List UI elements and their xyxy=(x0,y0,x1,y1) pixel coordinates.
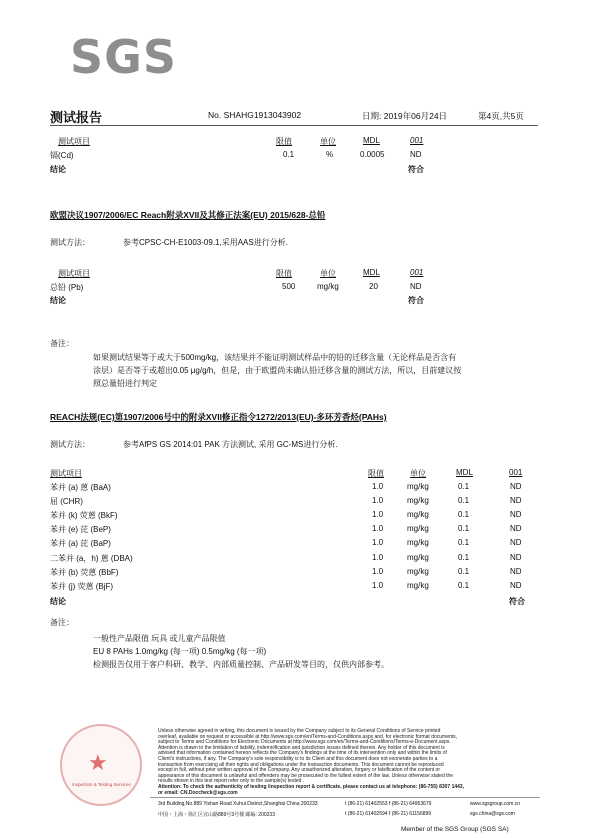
pah-limit: 1.0 xyxy=(372,496,384,506)
phone-en: t (86-21) 61402553 f (86-21) 64953679 xyxy=(345,801,432,807)
disclaimer-line: Client's instructions, if any. The Company's sole responsibility is to its Client and this document does not exonerate parties to a xyxy=(158,755,438,762)
report-date: 日期: 2019年06月24日 xyxy=(362,111,448,121)
pah-limit: 1.0 xyxy=(372,580,384,590)
disclaimer-line: Attention: To check the authenticity of testing /inspection report & certificate, please contact us at telephone: (86-755) 8307 1443, xyxy=(158,783,465,790)
section3-method-text: 参考AfPS GS 2014:01 PAK 方法测试, 采用 GC-MS进行分析. xyxy=(123,440,338,449)
table1-conclusion-value: 符合 xyxy=(408,165,424,174)
section2-row-unit: mg/kg xyxy=(317,282,339,291)
pah-item: 苯并 (a) 蒽 (BaA) xyxy=(50,483,111,492)
pah-item: 苯并 (e) 芘 (BeP) xyxy=(50,525,111,535)
section3-header-item: 测试项目 xyxy=(50,469,82,478)
report-number: No. SHAHG1913043902 xyxy=(208,110,302,120)
section3-remark-text xyxy=(93,632,389,671)
table1-row-limit: 0.1 xyxy=(283,150,295,159)
phone-cn: t (86-21) 61402594 f (86-21) 61156899 xyxy=(345,811,432,817)
pah-mdl: 0.1 xyxy=(458,566,470,576)
section3-remark-label: 备注： xyxy=(50,618,74,627)
pah-item: 苯并 (j) 荧蒽 (BjF) xyxy=(50,581,114,591)
section2-row-result: ND xyxy=(410,282,422,291)
section2-header-mdl: MDL xyxy=(363,268,380,277)
pah-item: 苯并 (k) 荧蒽 (BkF) xyxy=(50,511,118,521)
pah-result: ND xyxy=(510,524,522,534)
disclaimer-line: or email: CN.Doccheck@sgs.com xyxy=(158,789,238,796)
report-title: 测试报告 xyxy=(50,110,103,125)
disclaimer-line: results shown in this test report refer only to the sample(s) tested . xyxy=(158,778,305,785)
pah-limit: 1.0 xyxy=(372,524,384,534)
section2-row-mdl: 20 xyxy=(369,282,378,291)
section2-remark-label: 备注： xyxy=(50,339,74,348)
section3-title: REACH法规(EC)第1907/2006号中的附录XVII修正指令1272/2013(EU)-多环芳香烃(PAHs) xyxy=(50,412,387,422)
seal-star-icon: ★ xyxy=(88,750,108,775)
disclaimer-line: transaction from exercising all their rights and obligations under the transaction documents. This document cannot be reproduced xyxy=(158,761,444,768)
section3-header-sample: 001 xyxy=(509,468,523,477)
sgs-logo xyxy=(70,28,178,86)
pah-result: ND xyxy=(510,552,522,562)
table1-conclusion-label: 结论 xyxy=(50,165,66,174)
disclaimer-line: except in full, without prior written approval of the Company. Any unauthorized alteration, forgery or falsification of the content or xyxy=(158,767,441,774)
table1-header-limit: 限值 xyxy=(276,137,292,146)
address-en: 3rd Building,No.889 Yishan Road Xuhui District,Shanghai China 200233 xyxy=(158,801,318,807)
pah-limit: 1.0 xyxy=(372,510,384,520)
pah-limit: 1.0 xyxy=(372,552,384,562)
pah-unit: mg/kg xyxy=(407,538,429,548)
pah-mdl: 0.1 xyxy=(458,482,470,491)
pah-mdl: 0.1 xyxy=(458,510,470,520)
section2-title: 欧盟决议1907/2006/EC Reach附录XVII及其修正法案(EU) 2015/628-总铅 xyxy=(50,210,326,220)
table1-row-unit: % xyxy=(326,150,334,159)
disclaimer-line: subject to Terms and Conditions for Electronic Documents at http://www.sgs.com/en/Terms-and-Conditions/Terms-e-Document.aspx. xyxy=(158,739,451,746)
disclaimer-line: Unless otherwise agreed in writing, this document is issued by the Company subject to its General Conditions of Service printed xyxy=(158,728,441,734)
pah-result: ND xyxy=(510,482,522,491)
section3-conclusion-value: 符合 xyxy=(509,597,525,606)
disclaimer-line: Attention is drawn to the limitation of liability, indemnification and jurisdiction issues defined therein. Any holder of this document is xyxy=(158,744,445,751)
pah-result: ND xyxy=(510,538,522,548)
sgs-group-membership: Member of the SGS Group (SGS SA) xyxy=(401,826,509,833)
pah-item: 苯并 (a) 芘 (BaP) xyxy=(50,539,111,549)
pah-limit: 1.0 xyxy=(372,482,384,491)
section3-header-limit: 限值 xyxy=(368,469,384,478)
pah-unit: mg/kg xyxy=(407,510,429,520)
pah-mdl: 0.1 xyxy=(458,552,470,562)
website[interactable]: www.sgsgroup.com.cn xyxy=(470,801,521,807)
table1-header-sample: 001 xyxy=(410,136,424,145)
pah-unit: mg/kg xyxy=(407,580,429,590)
pah-result: ND xyxy=(510,510,522,520)
section3-remark-line: 检测报告仅用于客户科研、教学、内部质量控制、产品研发等目的，仅供内部参考。 xyxy=(93,660,389,669)
disclaimer-line: advised that information contained hereon reflects the Company's findings at the time of its intervention only and within the limits of xyxy=(158,750,447,757)
section2-row-item: 总铅 (Pb) xyxy=(50,283,84,292)
pah-unit: mg/kg xyxy=(407,482,429,491)
pah-mdl: 0.1 xyxy=(458,538,470,548)
disclaimer-line: appearance of this document is unlawful and offenders may be prosecuted to the fullest extent of the law. Unless otherwise stated the xyxy=(158,772,454,779)
section2-conclusion-value: 符合 xyxy=(408,296,424,305)
section2-method-label: 测试方法： xyxy=(50,238,90,247)
table1-header-unit: 单位 xyxy=(320,137,336,146)
section3-conclusion-label: 结论 xyxy=(50,597,66,606)
pah-item: 苯并 (b) 荧蒽 (BbF) xyxy=(50,567,119,577)
table1-row-mdl: 0.0005 xyxy=(360,150,385,159)
pah-result: ND xyxy=(510,496,522,506)
section3-header-mdl: MDL xyxy=(456,468,473,477)
section2-header-limit: 限值 xyxy=(276,269,292,278)
section2-remark-line: 照总量铅进行判定 xyxy=(93,379,157,388)
section2-method-text: 参考CPSC-CH-E1003-09.1,采用AAS进行分析. xyxy=(123,238,288,247)
section3-remark-line: 一般性产品限值 玩具 或儿童产品限值 xyxy=(93,634,226,643)
footer-disclaimer xyxy=(158,729,538,796)
section3-header-unit: 单位 xyxy=(410,469,426,478)
address-cn: 中国・上海・徐汇区宜山路889号3号楼 邮编: 200233 xyxy=(158,812,275,818)
disclaimer-line: overleaf, available on request or accessible at http://www.sgs.com/en/Terms-and-Conditions.aspx and, for electronic format documents, xyxy=(158,733,458,740)
section2-conclusion-label: 结论 xyxy=(50,296,66,305)
pah-result: ND xyxy=(510,566,522,576)
section2-header-sample: 001 xyxy=(410,268,424,277)
table1-header-mdl: MDL xyxy=(363,136,380,145)
section2-remark-text xyxy=(93,351,461,390)
header-divider xyxy=(50,125,538,126)
section2-remark-line: 涂层）是否等于或超出0.05 μg/g/h，但是，由于欧盟尚未确认铅迁移含量的测试方法，所以，目前建议按 xyxy=(93,366,462,375)
footer-divider xyxy=(150,797,540,798)
pah-limit: 1.0 xyxy=(372,566,384,576)
pah-unit: mg/kg xyxy=(407,552,429,562)
section2-remark-line: 如果测试结果等于或大于500mg/kg，该结果并不能证明测试样品中的铅的迁移含量（无论样品是否含有 xyxy=(93,353,457,362)
section2-row-limit: 500 xyxy=(282,282,296,291)
section2-header-unit: 单位 xyxy=(320,269,336,278)
logo-text: SGS xyxy=(70,30,178,84)
pah-limit: 1.0 xyxy=(372,538,384,548)
pah-unit: mg/kg xyxy=(407,566,429,576)
section3-remark-line: EU 8 PAHs 1.0mg/kg (每一项) 0.5mg/kg (每一项) xyxy=(93,647,267,656)
page-indicator: 第4页,共5页 xyxy=(478,111,524,121)
pah-result: ND xyxy=(510,580,522,590)
table1-header-item: 测试项目 xyxy=(58,137,90,146)
email[interactable]: sgs.china@sgs.com xyxy=(470,811,515,817)
table1-row-item: 镉(Cd) xyxy=(50,151,74,160)
pah-item: 屈 (CHR) xyxy=(50,497,83,507)
pah-item: 二苯并 (a，h) 蒽 (DBA) xyxy=(50,553,133,563)
pah-mdl: 0.1 xyxy=(458,524,470,534)
seal-caption: Inspection & Testing Services xyxy=(72,782,131,787)
pah-mdl: 0.1 xyxy=(458,496,470,506)
section3-method-label: 测试方法： xyxy=(50,440,90,449)
pah-mdl: 0.1 xyxy=(458,580,470,590)
table1-row-result: ND xyxy=(410,150,422,159)
pah-unit: mg/kg xyxy=(407,496,429,506)
section2-header-item: 测试项目 xyxy=(58,269,90,278)
pah-unit: mg/kg xyxy=(407,524,429,534)
